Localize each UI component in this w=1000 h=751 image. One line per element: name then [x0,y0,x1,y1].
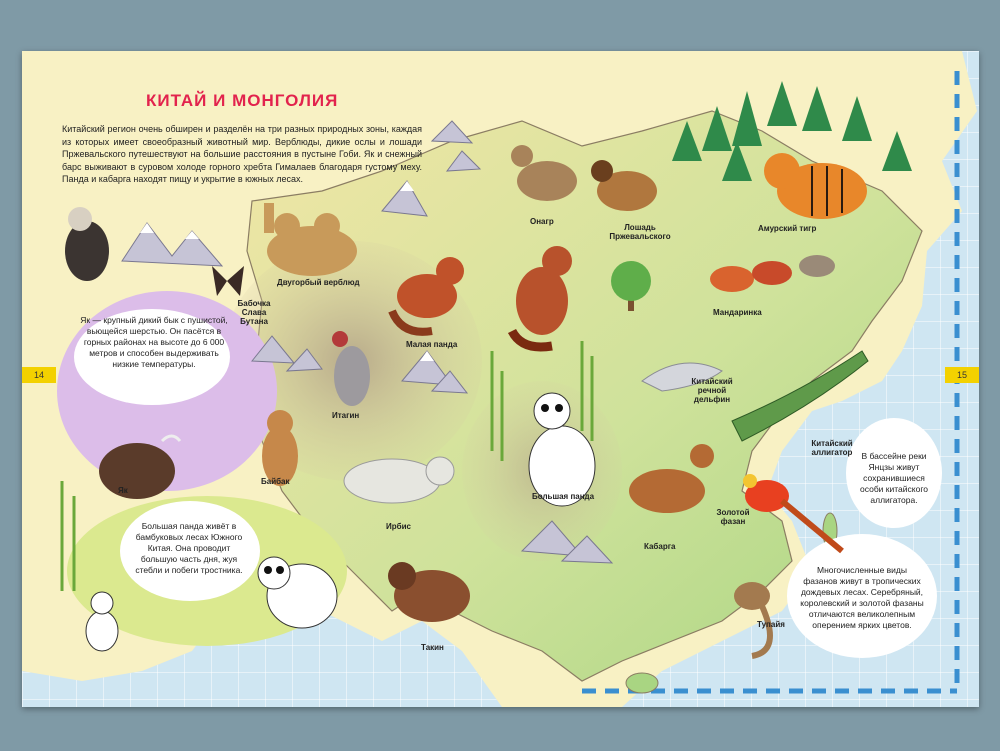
label-tupaia: Тупайя [757,620,785,629]
panda-fact: Большая панда живёт в бамбуковых лесах Южного Китая. Она проводит большую часть дня, жуя стебли и побеги тростника. [135,521,243,575]
alligator-fact: В бассейне реки Янцзы живут сохранившиеся особи китайского аллигатора. [860,451,928,505]
book-spread [22,51,979,707]
label-onager: Онагр [530,217,554,226]
label-musk-deer: Кабарга [644,542,676,551]
label-irbis: Ирбис [386,522,411,531]
label-tiger: Амурский тигр [758,224,817,233]
page-number-right: 15 [945,367,979,383]
label-itagin: Итагин [332,411,360,420]
label-baibak: Байбак [261,477,290,486]
label-red-panda-left: Малая панда [406,340,458,349]
island-hainan [626,673,658,693]
yak-fact: Як — крупный дикий бык с пушистой, вьющейся шерстью. Он пасётся в горных районах на высоте до 6 000 метров и способен выдерживать низкие температуры. [80,315,228,369]
label-camel: Двугорбый верблюд [277,278,360,287]
pheasant-fact: Многочисленные виды фазанов живут в тропических дождевых лесах. Серебряный, королевский и золотой фазаны отличаются великолепным оперением ярких цветов. [800,565,924,630]
page-title: КИТАЙ И МОНГОЛИЯ [146,91,339,110]
label-golden-pheasant: Золотой фазан [716,508,750,527]
label-giant-panda: Большая панда [532,492,595,501]
label-przewalski: Лошадь Пржевальского [609,223,671,242]
label-mandarin: Мандаринка [713,308,762,317]
label-takin: Такин [421,643,444,652]
label-butterfly: Бабочка Слава Бутана [237,299,271,327]
label-alligator: Китайский аллигатор [811,439,853,458]
label-dolphin: Китайский речной дельфин [691,377,733,405]
page-number-left: 14 [22,367,56,383]
label-yak: Як [118,486,128,495]
intro-text: Китайский регион очень обширен и разделён на три разных природных зоны, каждая из которых имеет своеобразный животный мир. Верблюды, дикие ослы и лошади Пржевальского путешествуют на большие расстояния в пустыне Гоби. Як и снежный барс выживают в суровом холоде горного хребта Гималаев благодаря густому меху. Панда и кабарга находят пищу и укрытие в южных лесах. [62,124,422,184]
